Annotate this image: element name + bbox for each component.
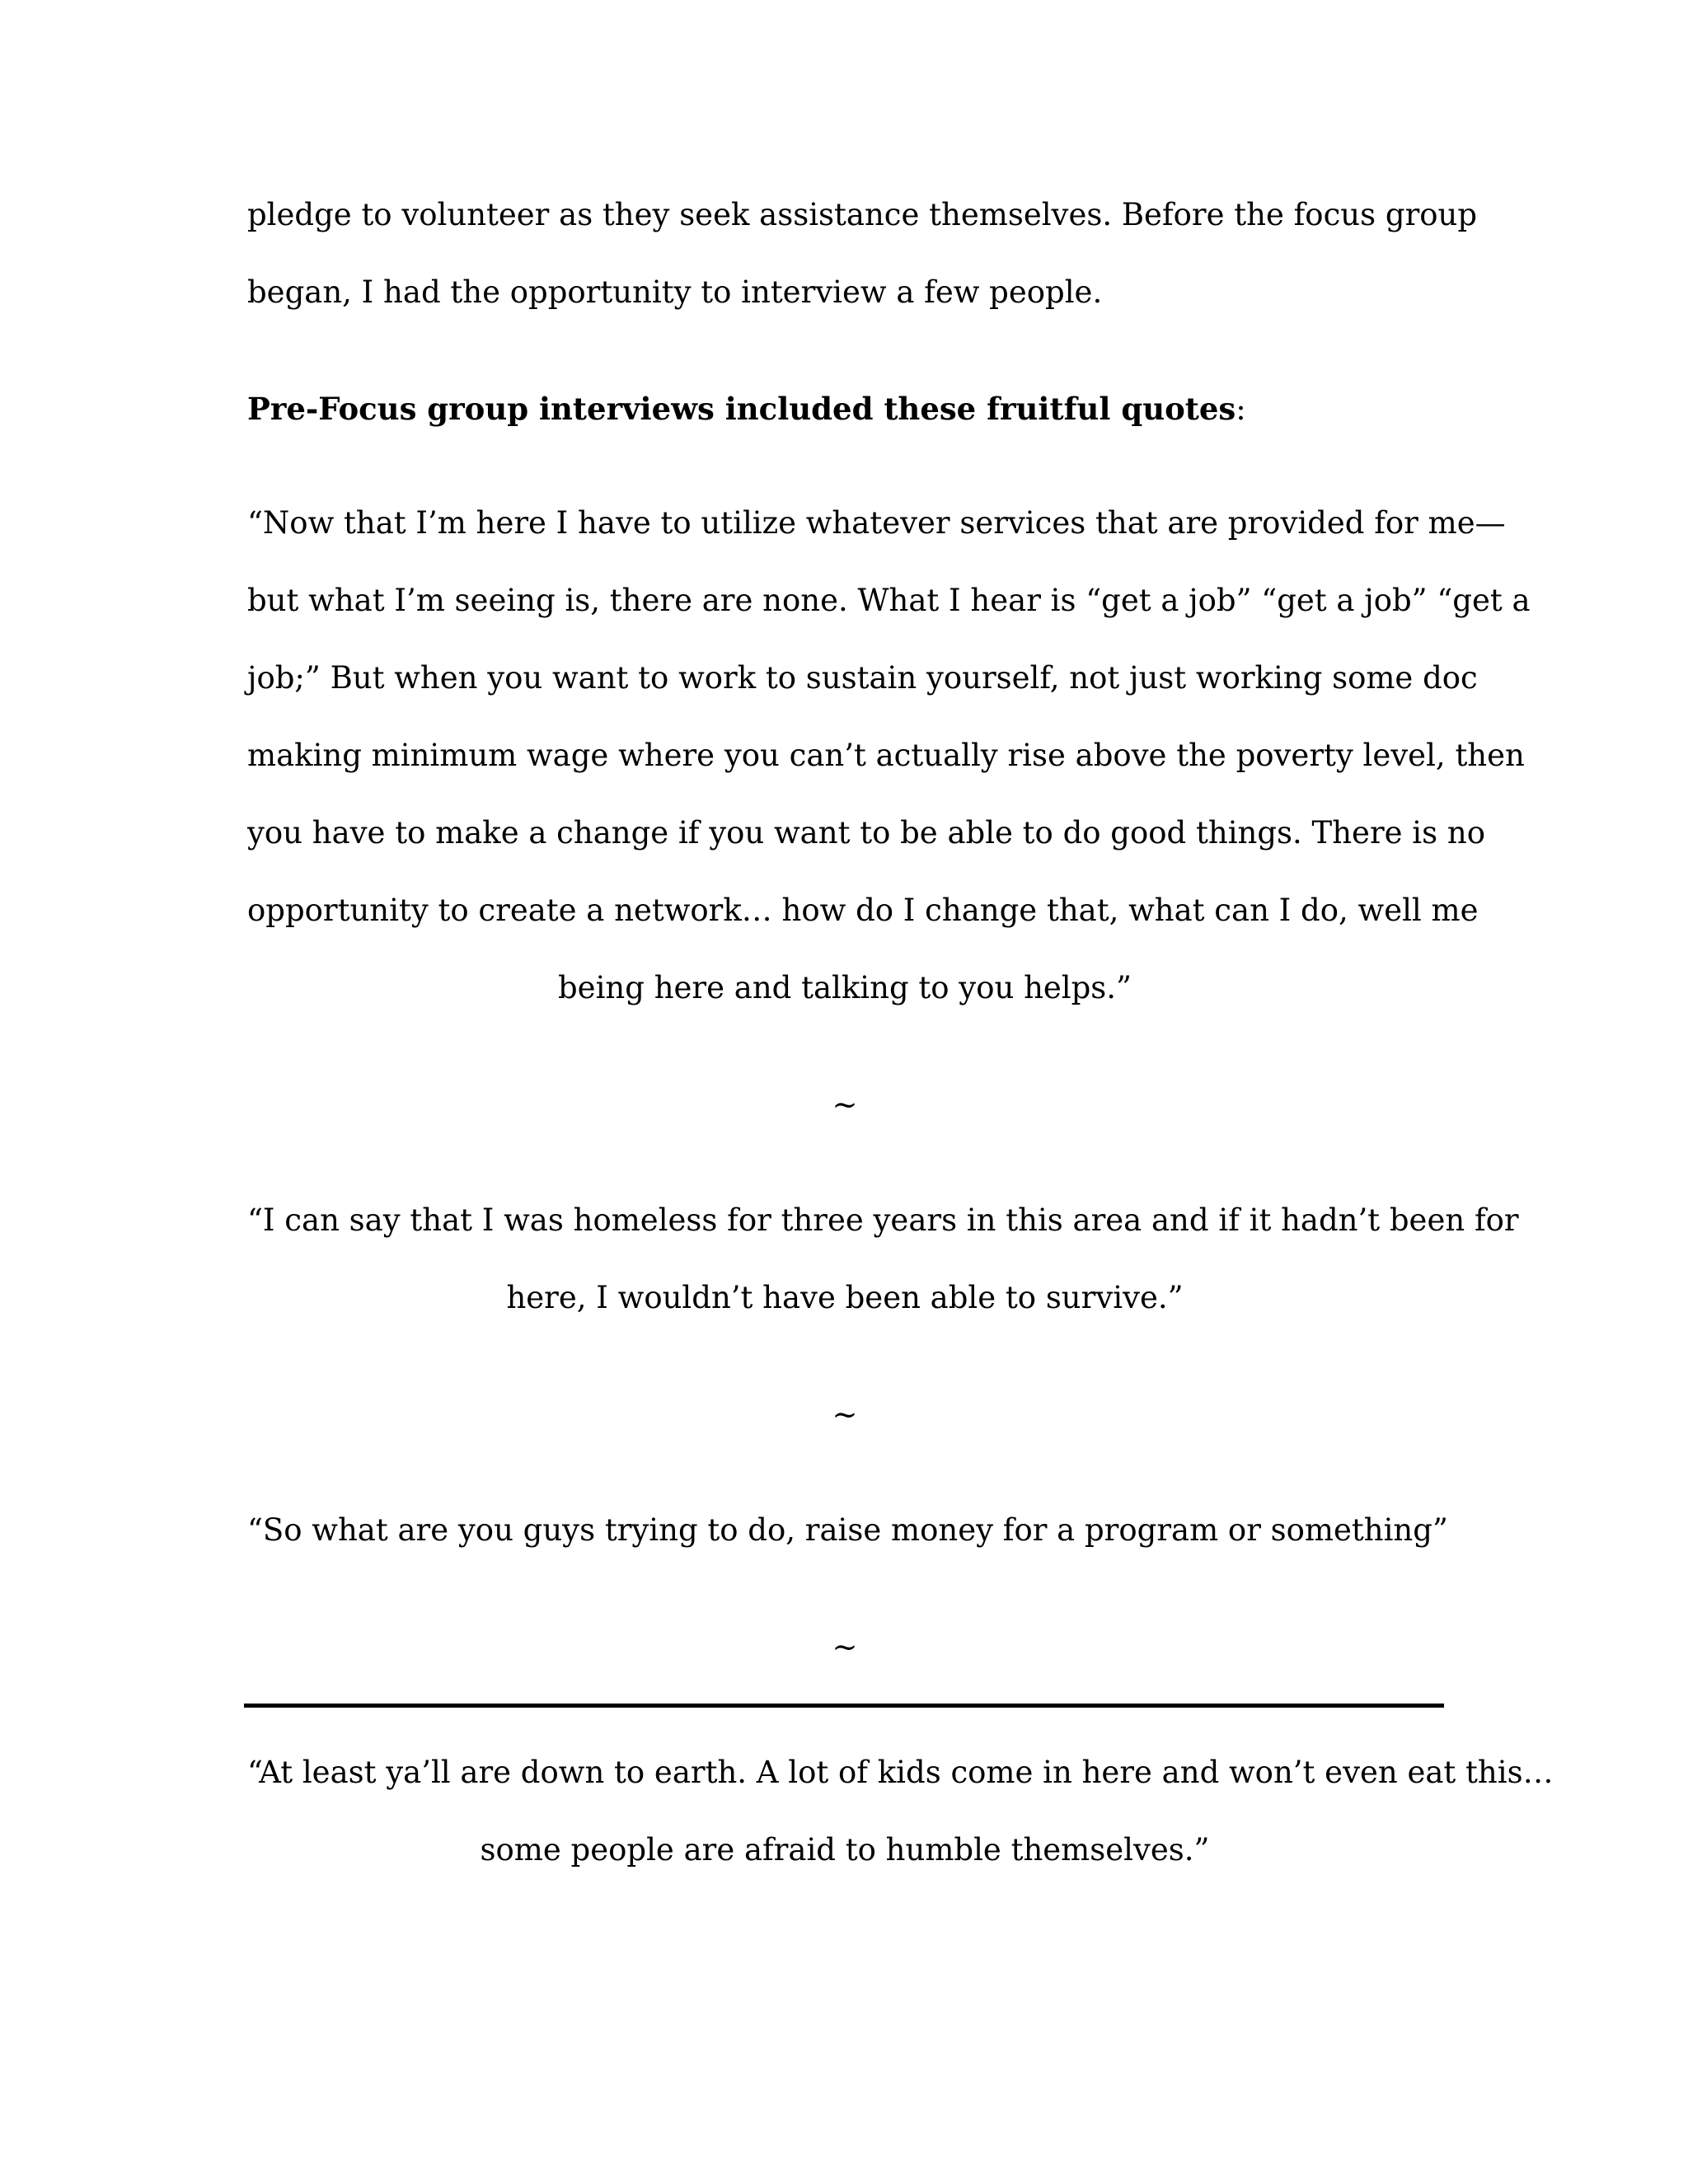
quote-1-line-4: making minimum wage where you can’t actually rise above the poverty level, then: [247, 738, 1525, 773]
quote-1-line-3: job;” But when you want to work to sustain yourself, not just working some doc: [247, 660, 1478, 696]
quote-4-line-2: some people are afraid to humble themselves.”: [480, 1832, 1210, 1868]
section-heading: [247, 390, 1246, 429]
quote-2-line-1: “I can say that I was homeless for three years in this area and if it hadn’t been for: [247, 1202, 1519, 1238]
quote-1-line-5: you have to make a change if you want to be able to do good things. There is no: [247, 815, 1485, 851]
separator-tilde-2: ~: [832, 1397, 858, 1432]
quote-2-line-2: here, I wouldn’t have been able to survive.”: [506, 1280, 1184, 1315]
quote-3-line-1: “So what are you guys trying to do, raise money for a program or something”: [247, 1512, 1448, 1548]
quote-1-line-1: “Now that I’m here I have to utilize whatever services that are provided for me—: [247, 505, 1506, 541]
quote-4-line-1: “At least ya’ll are down to earth. A lot of kids come in here and won’t even eat this…: [247, 1755, 1554, 1790]
horizontal-rule: [244, 1704, 1444, 1708]
quote-1-line-6: opportunity to create a network… how do I change that, what can I do, well me: [247, 893, 1479, 928]
separator-tilde-3: ~: [832, 1629, 858, 1665]
section-heading-bold: Pre-Focus group interviews included these fruitful quotes: [247, 391, 1236, 427]
quote-1-line-7: being here and talking to you helps.”: [558, 970, 1132, 1005]
separator-tilde-1: ~: [832, 1087, 858, 1122]
intro-line-1: pledge to volunteer as they seek assistance themselves. Before the focus group: [247, 197, 1478, 232]
section-heading-colon: :: [1236, 391, 1246, 427]
intro-line-2: began, I had the opportunity to interview a few people.: [247, 274, 1103, 310]
quote-1-line-2: but what I’m seeing is, there are none. What I hear is “get a job” “get a job” “get a: [247, 583, 1531, 618]
